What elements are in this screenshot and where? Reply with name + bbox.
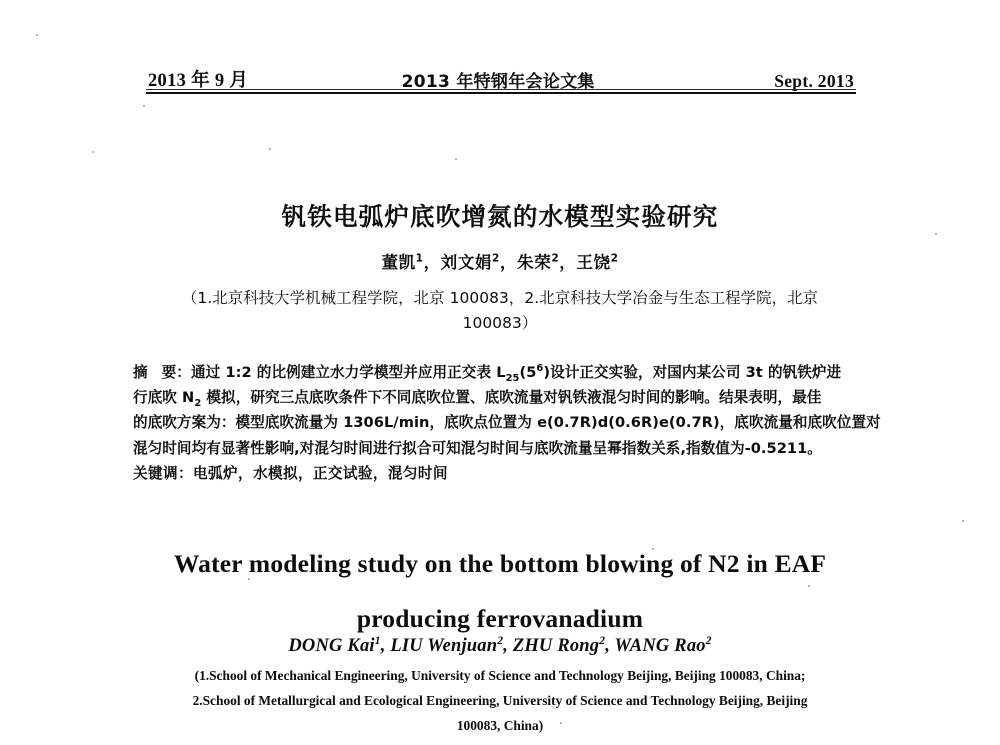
keywords-chinese bbox=[133, 462, 448, 483]
affiliation-english-line3: 100083, China) bbox=[456, 718, 544, 733]
affiliation-english bbox=[120, 663, 880, 738]
scan-speckle bbox=[935, 233, 937, 235]
author-name: DONG Kai bbox=[288, 636, 375, 656]
affiliation-english-line2: 2.School of Metallurgical and Ecological Engineering, University of Science and Technology Beijing, Beijing bbox=[192, 693, 808, 708]
scan-speckle bbox=[143, 105, 145, 107]
affiliation-chinese-line2: 100083） bbox=[462, 314, 538, 332]
abstract-line-3: 的底吹方案为：模型底吹流量为 1306L/min，底吹点位置为 e(0.7R)d(0.6R)e(0.7R)，底吹流量和底吹位置对 bbox=[133, 414, 881, 432]
author-name: WANG Rao bbox=[614, 636, 706, 656]
author-separator: , bbox=[380, 636, 391, 656]
author-affiliation-marker: 2 bbox=[705, 634, 712, 647]
scan-speckle bbox=[962, 520, 964, 522]
author-affiliation-marker: 2 bbox=[610, 252, 619, 265]
abstract-line-4: 混匀时间均有显著性影响,对混匀时间进行拟合可知混匀时间与底吹流量呈幂指数关系,指数值为-0.5211。 bbox=[133, 439, 822, 457]
paper-title-chinese: 钒铁电弧炉底吹增氮的水模型实验研究 bbox=[281, 202, 719, 231]
paper-title-english-line2: producing ferrovanadium bbox=[356, 604, 644, 633]
author-name: LIU Wenjuan bbox=[390, 636, 498, 656]
author-name: 朱荣 bbox=[517, 253, 552, 272]
author-separator: ， bbox=[559, 253, 577, 272]
keywords-label: 关键调： bbox=[133, 465, 193, 482]
author-name: 董凯 bbox=[381, 253, 416, 272]
author-list-english bbox=[0, 636, 1000, 657]
author-affiliation-marker: 2 bbox=[599, 634, 606, 647]
scan-speckle bbox=[455, 158, 457, 160]
affiliation-chinese bbox=[128, 286, 872, 336]
author-separator: , bbox=[503, 636, 513, 656]
header-proceedings-title: 2013 年特钢年会论文集 bbox=[401, 72, 595, 92]
abstract-line-2: 行底吹 $N_2$ 模拟，研究三点底吹条件下不同底吹位置、底吹流量对钒铁液混匀时间的影响。结果表明，最佳 bbox=[133, 389, 822, 410]
author-separator: ， bbox=[500, 253, 518, 272]
affiliation-english-line1: (1.School of Mechanical Engineering, University of Science and Technology Beijing, Beijing 100083, China; bbox=[194, 668, 806, 683]
author-name: 王饶 bbox=[576, 253, 611, 272]
author-affiliation-marker: 2 bbox=[551, 252, 560, 265]
author-separator: ， bbox=[423, 253, 441, 272]
header-date-chinese: 2013 年 9 月 bbox=[148, 71, 249, 91]
abstract-chinese bbox=[133, 360, 881, 461]
abstract-label: 摘 要： bbox=[133, 364, 191, 381]
scan-speckle bbox=[92, 151, 94, 153]
scan-speckle bbox=[269, 148, 271, 150]
author-affiliation-marker: 2 bbox=[492, 252, 500, 265]
author-affiliation-marker: 1 bbox=[374, 634, 381, 647]
author-list-chinese bbox=[0, 249, 1000, 273]
header-date-english: Sept. 2013 bbox=[774, 71, 854, 91]
keywords-value: 电弧炉，水模拟，正交试验，混匀时间 bbox=[192, 465, 448, 482]
author-affiliation-marker: 2 bbox=[497, 634, 504, 647]
header-rule bbox=[146, 92, 856, 94]
abstract-line-1-text: 通过 1:2 的比例建立水力学模型并应用正交表 $L_{25}(5^6)$设计正交实验，对国内某公司 3t 的钒铁炉进 bbox=[190, 363, 842, 384]
affiliation-chinese-line1: （1.北京科技大学机械工程学院，北京 100083，2.北京科技大学冶金与生态工程学院，北京 bbox=[181, 289, 819, 307]
header-rule-thin bbox=[146, 89, 856, 90]
author-separator: , bbox=[605, 636, 615, 656]
scan-speckle bbox=[36, 34, 38, 36]
author-name: 刘文娟 bbox=[440, 253, 493, 272]
author-affiliation-marker: 1 bbox=[415, 252, 424, 265]
paper-title-english-line1: Water modeling study on the bottom blowing of N2 in EAF bbox=[173, 549, 827, 578]
abstract-line-1 bbox=[133, 360, 873, 385]
author-name: ZHU Rong bbox=[512, 636, 600, 656]
paper-title-english bbox=[0, 536, 1000, 646]
running-header bbox=[148, 62, 854, 92]
